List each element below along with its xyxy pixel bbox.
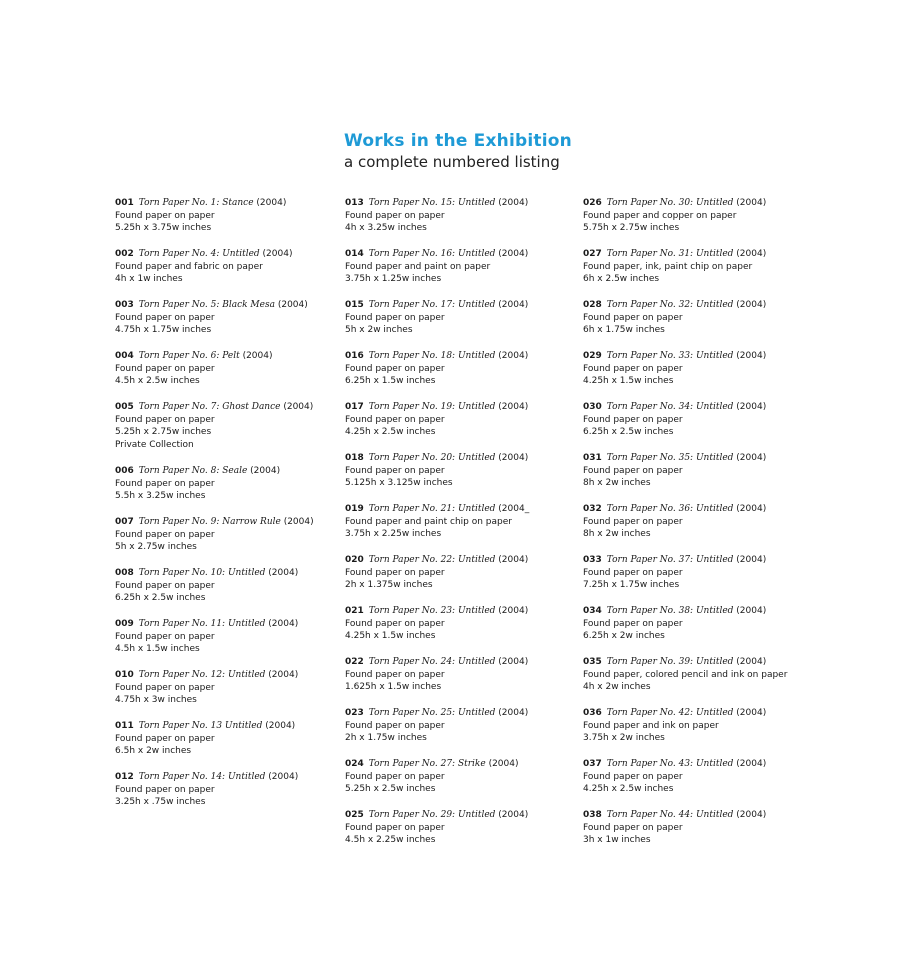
artwork-entry [345, 401, 570, 452]
entry-dimensions: 3.25h x .75w inches [115, 797, 206, 808]
entry-medium: Found paper on paper [583, 312, 683, 323]
entry-dimensions: 5.25h x 2.75w inches [115, 427, 212, 438]
entry-year: (2004) [495, 657, 529, 667]
entry-dimensions: 6h x 2.5w inches [583, 274, 660, 285]
entry-number: 037 [583, 759, 602, 769]
entry-year: (2004) [495, 198, 529, 208]
entry-dimensions: 3.75h x 2w inches [583, 733, 665, 744]
entry-medium: Found paper on paper [345, 363, 445, 374]
entry-title: Torn Paper No. 18: Untitled [368, 351, 496, 361]
entry-number: 008 [115, 568, 134, 578]
artwork-entry [115, 248, 335, 299]
entry-medium: Found paper on paper [115, 363, 215, 374]
entry-medium: Found paper on paper [583, 567, 683, 578]
artwork-entry [345, 554, 570, 605]
page-subtitle: a complete numbered listing [344, 153, 560, 171]
entry-title: Torn Paper No. 21: Untitled [368, 504, 496, 514]
entry-dimensions: 5.75h x 2.75w inches [583, 223, 680, 234]
entry-title: Torn Paper No. 36: Untitled [606, 504, 734, 514]
entry-year: (2004) [733, 402, 767, 412]
entry-medium: Found paper on paper [583, 771, 683, 782]
entry-heading [345, 758, 570, 771]
entry-year: (2004) [485, 759, 519, 769]
entry-dimensions: 6.5h x 2w inches [115, 746, 192, 757]
entry-heading [115, 720, 335, 733]
entry-heading [345, 350, 570, 363]
artwork-entry [583, 605, 883, 656]
entry-number: 036 [583, 708, 602, 718]
entry-title: Torn Paper No. 38: Untitled [606, 606, 734, 616]
entry-number: 010 [115, 670, 134, 680]
entry-title: Torn Paper No. 13 Untitled [138, 721, 263, 731]
entry-dimensions: 5.25h x 3.75w inches [115, 223, 212, 234]
entry-heading [583, 401, 883, 414]
entry-medium: Found paper on paper [583, 516, 683, 527]
entry-title: Torn Paper No. 39: Untitled [606, 657, 734, 667]
artwork-entry [583, 299, 883, 350]
entry-medium: Found paper on paper [115, 784, 215, 795]
entry-year: (2004) [733, 606, 767, 616]
entry-year: (2004) [733, 555, 767, 565]
entry-medium: Found paper on paper [115, 529, 215, 540]
entry-year: (2004) [247, 466, 281, 476]
entry-heading [583, 452, 883, 465]
entry-medium: Found paper on paper [583, 618, 683, 629]
entry-heading [115, 618, 335, 631]
entry-year: (2004) [733, 198, 767, 208]
entry-number: 003 [115, 300, 134, 310]
entry-number: 004 [115, 351, 134, 361]
entry-title: Torn Paper No. 31: Untitled [606, 249, 734, 259]
entry-year: (2004) [733, 300, 767, 310]
entry-title: Torn Paper No. 14: Untitled [138, 772, 266, 782]
entry-dimensions: 8h x 2w inches [583, 529, 651, 540]
entry-year: (2004) [733, 249, 767, 259]
entry-heading [115, 567, 335, 580]
entry-dimensions: 2h x 1.375w inches [345, 580, 433, 591]
entry-title: Torn Paper No. 43: Untitled [606, 759, 734, 769]
entry-number: 034 [583, 606, 602, 616]
entry-title: Torn Paper No. 25: Untitled [368, 708, 496, 718]
entry-dimensions: 6.25h x 2.5w inches [583, 427, 674, 438]
entry-heading [583, 707, 883, 720]
artwork-entry [345, 707, 570, 758]
entry-title: Torn Paper No. 32: Untitled [606, 300, 734, 310]
artwork-entry [345, 656, 570, 707]
entry-medium: Found paper, ink, paint chip on paper [583, 261, 753, 272]
entry-year: (2004) [280, 402, 314, 412]
artwork-entry [583, 503, 883, 554]
entry-dimensions: 4.25h x 1.5w inches [583, 376, 674, 387]
entry-title: Torn Paper No. 9: Narrow Rule [138, 517, 281, 527]
artwork-entry [115, 299, 335, 350]
entry-year: (2004) [495, 300, 529, 310]
entry-dimensions: 4.5h x 2.25w inches [345, 835, 436, 846]
entry-number: 006 [115, 466, 134, 476]
entry-heading [345, 554, 570, 567]
entry-number: 023 [345, 708, 364, 718]
entry-number: 027 [583, 249, 602, 259]
entry-heading [115, 669, 335, 682]
entry-title: Torn Paper No. 16: Untitled [368, 249, 496, 259]
entry-year: (2004) [733, 453, 767, 463]
entry-year: (2004) [262, 721, 296, 731]
entry-heading [345, 197, 570, 210]
entry-year: (2004) [495, 606, 529, 616]
artwork-entry [115, 350, 335, 401]
entry-title: Torn Paper No. 27: Strike [368, 759, 486, 769]
entry-title: Torn Paper No. 42: Untitled [606, 708, 734, 718]
entry-year: (2004) [265, 772, 299, 782]
entry-dimensions: 5.125h x 3.125w inches [345, 478, 453, 489]
entry-medium: Found paper on paper [583, 465, 683, 476]
page-title: Works in the Exhibition [344, 131, 572, 151]
entry-dimensions: 4.25h x 2.5w inches [583, 784, 674, 795]
entry-number: 028 [583, 300, 602, 310]
entry-medium: Found paper and paint chip on paper [345, 516, 512, 527]
entry-medium: Found paper on paper [345, 312, 445, 323]
entry-medium: Found paper on paper [115, 631, 215, 642]
entry-number: 033 [583, 555, 602, 565]
artwork-entry [345, 299, 570, 350]
entry-medium: Found paper on paper [115, 478, 215, 489]
entry-medium: Found paper on paper [583, 822, 683, 833]
entry-note: Private Collection [115, 440, 194, 451]
entry-heading [115, 401, 335, 414]
entry-number: 021 [345, 606, 364, 616]
entry-heading [583, 605, 883, 618]
entry-title: Torn Paper No. 33: Untitled [606, 351, 734, 361]
entry-medium: Found paper and ink on paper [583, 720, 719, 731]
entry-year: (2004) [495, 810, 529, 820]
entry-number: 031 [583, 453, 602, 463]
entry-heading [115, 197, 335, 210]
entry-medium: Found paper and copper on paper [583, 210, 737, 221]
entry-number: 026 [583, 198, 602, 208]
entry-year: (2004) [495, 708, 529, 718]
entry-dimensions: 2h x 1.75w inches [345, 733, 427, 744]
entry-dimensions: 6h x 1.75w inches [583, 325, 665, 336]
artwork-entry [583, 401, 883, 452]
entry-dimensions: 1.625h x 1.5w inches [345, 682, 442, 693]
entry-title: Torn Paper No. 17: Untitled [368, 300, 496, 310]
entry-number: 017 [345, 402, 364, 412]
entry-title: Torn Paper No. 30: Untitled [606, 198, 734, 208]
artwork-entry [115, 618, 335, 669]
entry-dimensions: 5.25h x 2.5w inches [345, 784, 436, 795]
entry-number: 019 [345, 504, 364, 514]
entry-number: 022 [345, 657, 364, 667]
entry-year: (2004) [259, 249, 293, 259]
entry-year: (2004) [733, 810, 767, 820]
entry-number: 035 [583, 657, 602, 667]
entry-year: (2004) [495, 402, 529, 412]
entry-year: (2004) [733, 759, 767, 769]
entry-number: 002 [115, 249, 134, 259]
entry-year: (2004) [280, 517, 314, 527]
entry-number: 007 [115, 517, 134, 527]
entry-medium: Found paper on paper [345, 210, 445, 221]
entry-dimensions: 3.75h x 1.25w inches [345, 274, 442, 285]
entry-heading [583, 350, 883, 363]
entry-heading [345, 452, 570, 465]
entry-medium: Found paper on paper [345, 567, 445, 578]
entry-title: Torn Paper No. 10: Untitled [138, 568, 266, 578]
entry-medium: Found paper on paper [115, 414, 215, 425]
entry-dimensions: 4h x 3.25w inches [345, 223, 427, 234]
entry-title: Torn Paper No. 11: Untitled [138, 619, 266, 629]
entry-year: (2004) [733, 708, 767, 718]
entry-number: 029 [583, 351, 602, 361]
entry-heading [345, 248, 570, 261]
artwork-entry [345, 605, 570, 656]
entry-heading [345, 656, 570, 669]
entry-year: (2004_ [495, 504, 530, 514]
entry-title: Torn Paper No. 6: Pelt [138, 351, 240, 361]
entry-heading [583, 554, 883, 567]
entry-number: 005 [115, 402, 134, 412]
entry-dimensions: 4.25h x 1.5w inches [345, 631, 436, 642]
artwork-entry [115, 401, 335, 465]
entry-heading [115, 516, 335, 529]
entry-heading [583, 197, 883, 210]
entry-title: Torn Paper No. 8: Seale [138, 466, 248, 476]
artwork-entry [583, 554, 883, 605]
entry-dimensions: 4h x 1w inches [115, 274, 183, 285]
entry-dimensions: 4.75h x 3w inches [115, 695, 197, 706]
entry-title: Torn Paper No. 34: Untitled [606, 402, 734, 412]
entry-title: Torn Paper No. 1: Stance [138, 198, 254, 208]
entry-medium: Found paper on paper [345, 720, 445, 731]
entry-heading [583, 503, 883, 516]
entry-medium: Found paper on paper [115, 682, 215, 693]
entry-dimensions: 5h x 2.75w inches [115, 542, 197, 553]
listing-column-1 [115, 197, 335, 822]
entry-medium: Found paper on paper [115, 312, 215, 323]
entry-number: 025 [345, 810, 364, 820]
entry-title: Torn Paper No. 12: Untitled [138, 670, 266, 680]
entry-title: Torn Paper No. 19: Untitled [368, 402, 496, 412]
entry-number: 011 [115, 721, 134, 731]
artwork-entry [583, 656, 883, 707]
entry-dimensions: 4.5h x 2.5w inches [115, 376, 200, 387]
entry-heading [115, 350, 335, 363]
artwork-entry [115, 771, 335, 822]
entry-number: 015 [345, 300, 364, 310]
artwork-entry [115, 669, 335, 720]
entry-title: Torn Paper No. 44: Untitled [606, 810, 734, 820]
entry-title: Torn Paper No. 15: Untitled [368, 198, 496, 208]
entry-year: (2004) [495, 351, 529, 361]
artwork-entry [583, 707, 883, 758]
entry-heading [583, 299, 883, 312]
entry-dimensions: 6.25h x 2w inches [583, 631, 665, 642]
entry-dimensions: 7.25h x 1.75w inches [583, 580, 680, 591]
entry-dimensions: 5.5h x 3.25w inches [115, 491, 206, 502]
entry-year: (2004) [239, 351, 273, 361]
entry-medium: Found paper on paper [115, 733, 215, 744]
artwork-entry [583, 248, 883, 299]
entry-title: Torn Paper No. 23: Untitled [368, 606, 496, 616]
entry-heading [345, 401, 570, 414]
entry-title: Torn Paper No. 5: Black Mesa [138, 300, 275, 310]
entry-heading [345, 605, 570, 618]
entry-medium: Found paper on paper [115, 580, 215, 591]
entry-year: (2004) [495, 555, 529, 565]
artwork-entry [583, 758, 883, 809]
entry-heading [583, 656, 883, 669]
entry-number: 020 [345, 555, 364, 565]
entry-number: 018 [345, 453, 364, 463]
entry-heading [115, 465, 335, 478]
artwork-entry [115, 567, 335, 618]
entry-medium: Found paper, colored pencil and ink on paper [583, 669, 788, 680]
entry-medium: Found paper and fabric on paper [115, 261, 263, 272]
entry-dimensions: 3.75h x 2.25w inches [345, 529, 442, 540]
entry-number: 024 [345, 759, 364, 769]
entry-dimensions: 8h x 2w inches [583, 478, 651, 489]
entry-heading [345, 299, 570, 312]
entry-medium: Found paper on paper [345, 618, 445, 629]
entry-dimensions: 5h x 2w inches [345, 325, 413, 336]
entry-heading [345, 503, 570, 516]
entry-dimensions: 4.75h x 1.75w inches [115, 325, 212, 336]
entry-year: (2004) [265, 670, 299, 680]
entry-title: Torn Paper No. 37: Untitled [606, 555, 734, 565]
entry-dimensions: 4.25h x 2.5w inches [345, 427, 436, 438]
artwork-entry [583, 809, 883, 860]
entry-title: Torn Paper No. 20: Untitled [368, 453, 496, 463]
entry-medium: Found paper on paper [345, 822, 445, 833]
entry-year: (2004) [733, 657, 767, 667]
entry-medium: Found paper on paper [583, 414, 683, 425]
entry-number: 032 [583, 504, 602, 514]
entry-heading [583, 758, 883, 771]
entry-number: 016 [345, 351, 364, 361]
entry-number: 012 [115, 772, 134, 782]
entry-dimensions: 4.5h x 1.5w inches [115, 644, 200, 655]
entry-title: Torn Paper No. 29: Untitled [368, 810, 496, 820]
artwork-entry [115, 516, 335, 567]
entry-medium: Found paper on paper [345, 465, 445, 476]
entry-medium: Found paper on paper [345, 771, 445, 782]
entry-medium: Found paper on paper [583, 363, 683, 374]
entry-number: 030 [583, 402, 602, 412]
entry-medium: Found paper and paint on paper [345, 261, 491, 272]
artwork-entry [345, 452, 570, 503]
artwork-entry [345, 248, 570, 299]
entry-heading [583, 248, 883, 261]
entry-medium: Found paper on paper [345, 669, 445, 680]
artwork-entry [583, 197, 883, 248]
entry-dimensions: 3h x 1w inches [583, 835, 651, 846]
entry-title: Torn Paper No. 7: Ghost Dance [138, 402, 281, 412]
entry-title: Torn Paper No. 22: Untitled [368, 555, 496, 565]
listing-column-3 [583, 197, 883, 860]
artwork-entry [115, 720, 335, 771]
entry-title: Torn Paper No. 4: Untitled [138, 249, 260, 259]
entry-year: (2004) [265, 568, 299, 578]
artwork-entry [345, 758, 570, 809]
entry-heading [115, 771, 335, 784]
listing-column-2 [345, 197, 570, 860]
entry-title: Torn Paper No. 24: Untitled [368, 657, 496, 667]
artwork-entry [115, 465, 335, 516]
entry-medium: Found paper on paper [345, 414, 445, 425]
entry-title: Torn Paper No. 35: Untitled [606, 453, 734, 463]
entry-year: (2004) [495, 453, 529, 463]
entry-dimensions: 4h x 2w inches [583, 682, 651, 693]
entry-year: (2004) [495, 249, 529, 259]
entry-year: (2004) [253, 198, 287, 208]
entry-heading [115, 299, 335, 312]
artwork-entry [345, 350, 570, 401]
entry-number: 001 [115, 198, 134, 208]
entry-dimensions: 6.25h x 2.5w inches [115, 593, 206, 604]
entry-number: 009 [115, 619, 134, 629]
artwork-entry [583, 452, 883, 503]
entry-number: 014 [345, 249, 364, 259]
entry-heading [583, 809, 883, 822]
entry-heading [345, 809, 570, 822]
entry-number: 038 [583, 810, 602, 820]
entry-year: (2004) [733, 351, 767, 361]
entry-year: (2004) [733, 504, 767, 514]
entry-heading [115, 248, 335, 261]
entry-year: (2004) [274, 300, 308, 310]
entry-medium: Found paper on paper [115, 210, 215, 221]
entry-number: 013 [345, 198, 364, 208]
entry-heading [345, 707, 570, 720]
artwork-entry [345, 197, 570, 248]
entry-dimensions: 6.25h x 1.5w inches [345, 376, 436, 387]
artwork-entry [345, 809, 570, 860]
page-header [344, 130, 572, 172]
entry-year: (2004) [265, 619, 299, 629]
artwork-entry [115, 197, 335, 248]
artwork-entry [345, 503, 570, 554]
artwork-entry [583, 350, 883, 401]
